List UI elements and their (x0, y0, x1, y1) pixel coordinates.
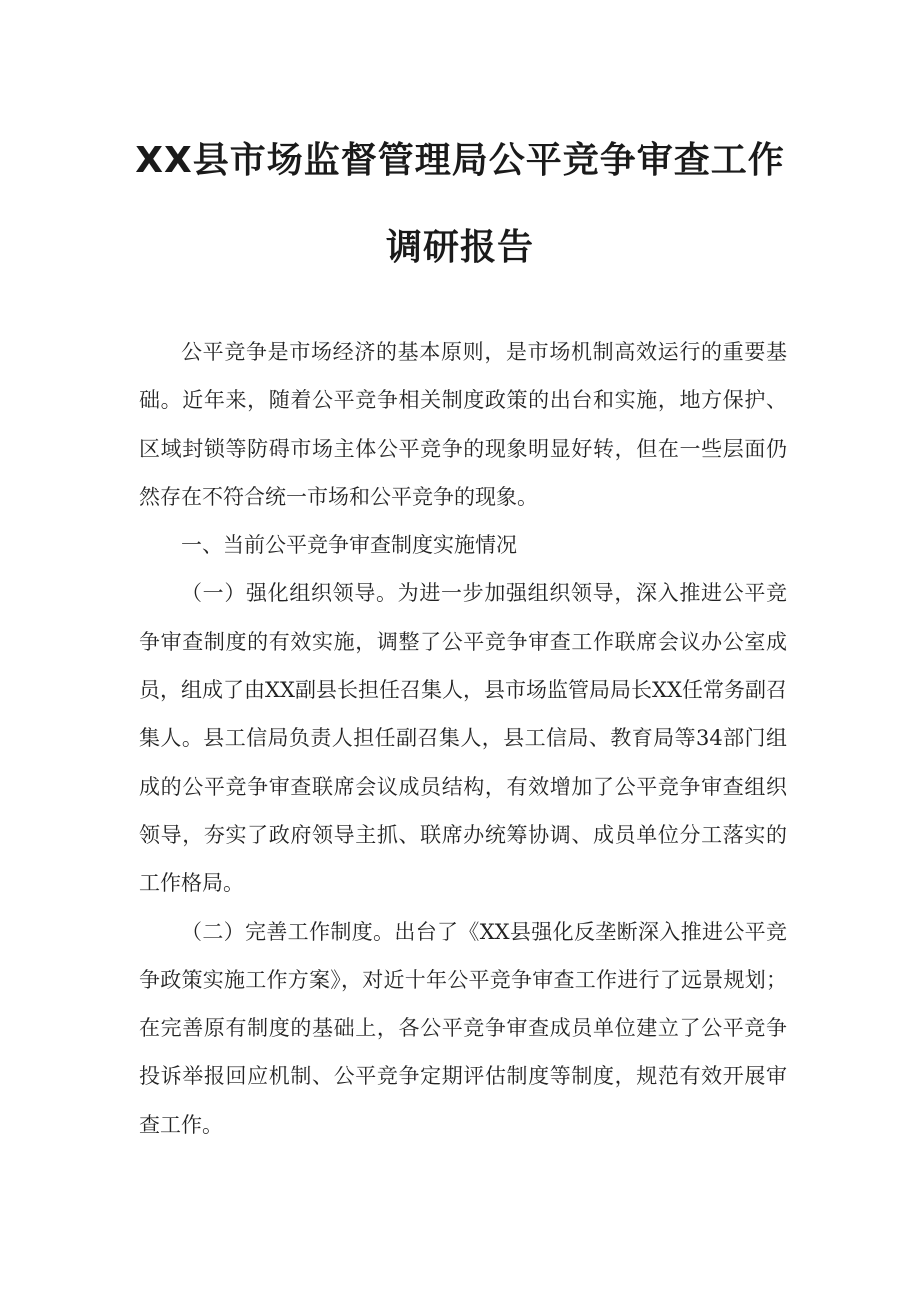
subsection-paragraph-1: （一）强化组织领导。为进一步加强组织领导，深入推进公平竞争审查制度的有效实施，调整了公平竞争审查工作联席会议办公室成员，组成了由XX副县长担任召集人，县市场监管局局长XX任常务副召集人。县工信局负责人担任副召集人，县工信局、教育局等34部门组成的公平竞争审查联席会议成员结构，有效增加了公平竞争审查组织领导，夯实了政府领导主抓、联席办统筹协调、成员单位分工落实的工作格局。 (139, 581, 787, 896)
document-body (139, 328, 787, 1149)
document-title-line-1: XX县市场监督管理局公平竞争审查工作 (135, 140, 785, 181)
document-title-line-2: 调研报告 (385, 227, 534, 268)
subsection-paragraph-2: （二）完善工作制度。出台了《XX县强化反垄断深入推进公平竞争政策实施工作方案》，对近十年公平竞争审查工作进行了远景规划；在完善原有制度的基础上，各公平竞争审查成员单位建立了公平竞争投诉举报回应机制、公平竞争定期评估制度等制度，规范有效开展审查工作。 (139, 919, 787, 1137)
intro-paragraph: 公平竞争是市场经济的基本原则，是市场机制高效运行的重要基础。近年来，随着公平竞争相关制度政策的出台和实施，地方保护、区域封锁等防碍市场主体公平竞争的现象明显好转，但在一些层面仍然存在不符合统一市场和公平竞争的现象。 (139, 340, 787, 509)
section-heading: 一、当前公平竞争审查制度实施情况 (181, 533, 517, 558)
